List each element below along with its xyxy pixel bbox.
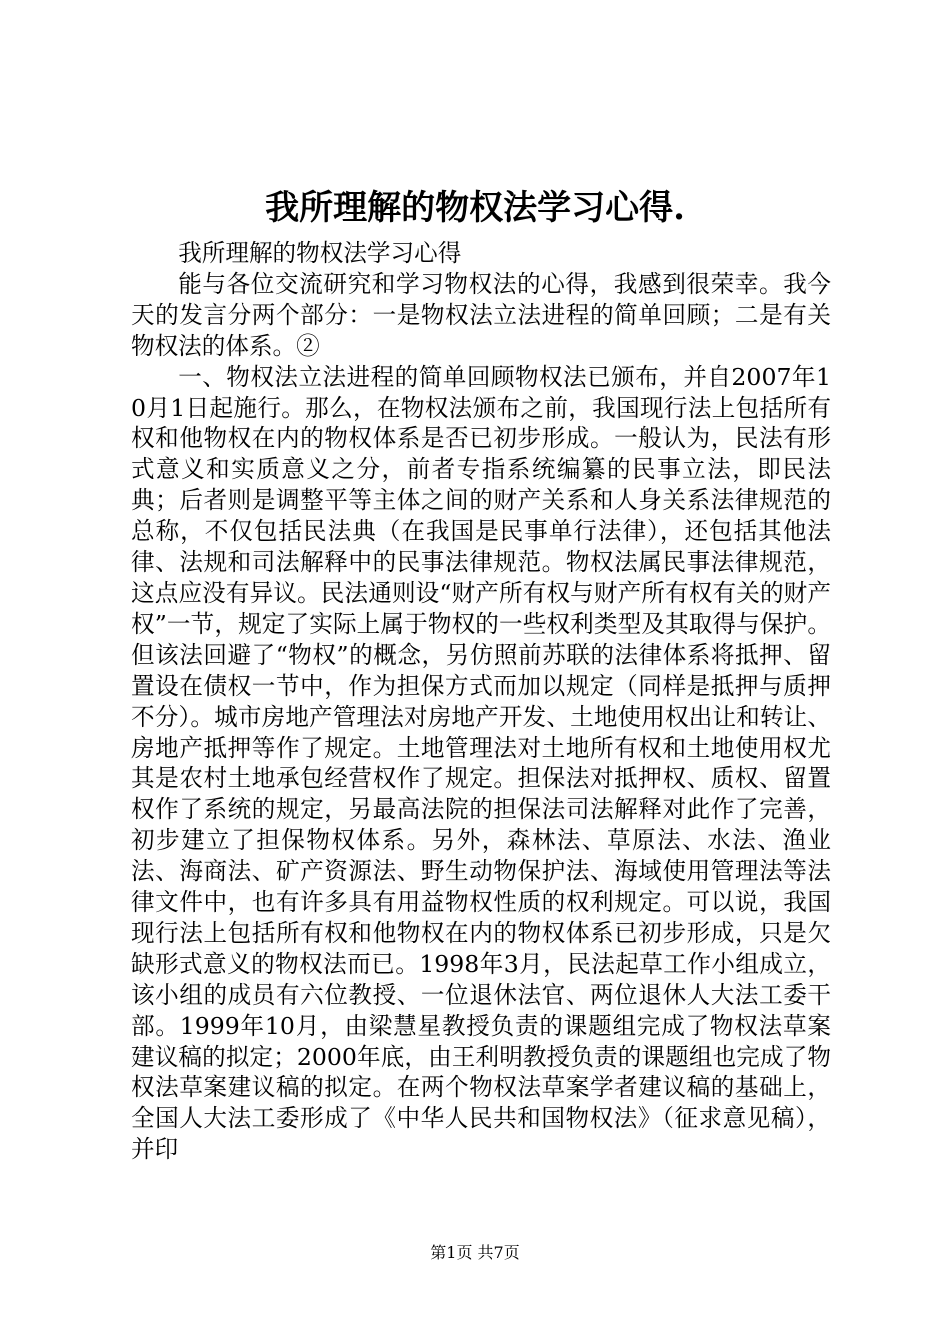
page-number-footer: 第1页 共7页 xyxy=(430,1243,520,1262)
document-title: 我所理解的物权法学习心得. xyxy=(265,188,685,228)
paragraph-subtitle: 我所理解的物权法学习心得 xyxy=(178,239,462,267)
paragraph-section-one: 一、物权法立法进程的简单回顾物权法已颁布，并自2007年10月1日起施行。那么，在物权法颁布之前，我国现行法上包括所有权和他物权在内的物权体系是否已初步形成。一般认为，民法有形式意义和实质意义之分，前者专指系统编纂的民事立法，即民法典；后者则是调整平等主体之间的财产关系和人身关系法律规范的总称，不仅包括民法典（在我国是民事单行法律），还包括其他法律、法规和司法解释中的民事法律规范。物权法属民事法律规范，这点应没有异议。民法通则设“财产所有权与财产所有权有关的财产权”一节，规定了实际上属于物权的一些权利类型及其取得与保护。但该法回避了“物权”的概念，另仿照前苏联的法律体系将抵押、留置设在债权一节中，作为担保方式而加以规定（同样是抵押与质押不分）。城市房地产管理法对房地产开发、土地使用权出让和转让、房地产抵押等作了规定。土地管理法对土地所有权和土地使用权尤其是农村土地承包经营权作了规定。担保法对抵押权、质权、留置权作了系统的规定，另最高法院的担保法司法解释对此作了完善，初步建立了担保物权体系。另外，森林法、草原法、水法、渔业法、海商法、矿产资源法、野生动物保护法、海域使用管理法等法律文件中，也有许多具有用益物权性质的权利规定。可以说，我国现行法上包括所有权和他物权在内的物权体系已初步形成，只是欠缺形式意义的物权法而已。1998年3月，民法起草工作小组成立，该小组的成员有六位教授、一位退休法官、两位退休人大法工委干部。1999年10月，由梁慧星教授负责的课题组完成了物权法草案建议稿的拟定；2000年底，由王利明教授负责的课题组也完成了物权法草案建议稿的拟定。在两个物权法草案学者建议稿的基础上，全国人大法工委形成了《中华人民共和国物权法》（征求意见稿），并印 xyxy=(131,362,831,1164)
paragraph-intro: 能与各位交流研究和学习物权法的心得，我感到很荣幸。我今天的发言分两个部分：一是物权法立法进程的简单回顾；二是有关物权法的体系。② xyxy=(131,269,831,360)
document-body xyxy=(131,238,831,1165)
